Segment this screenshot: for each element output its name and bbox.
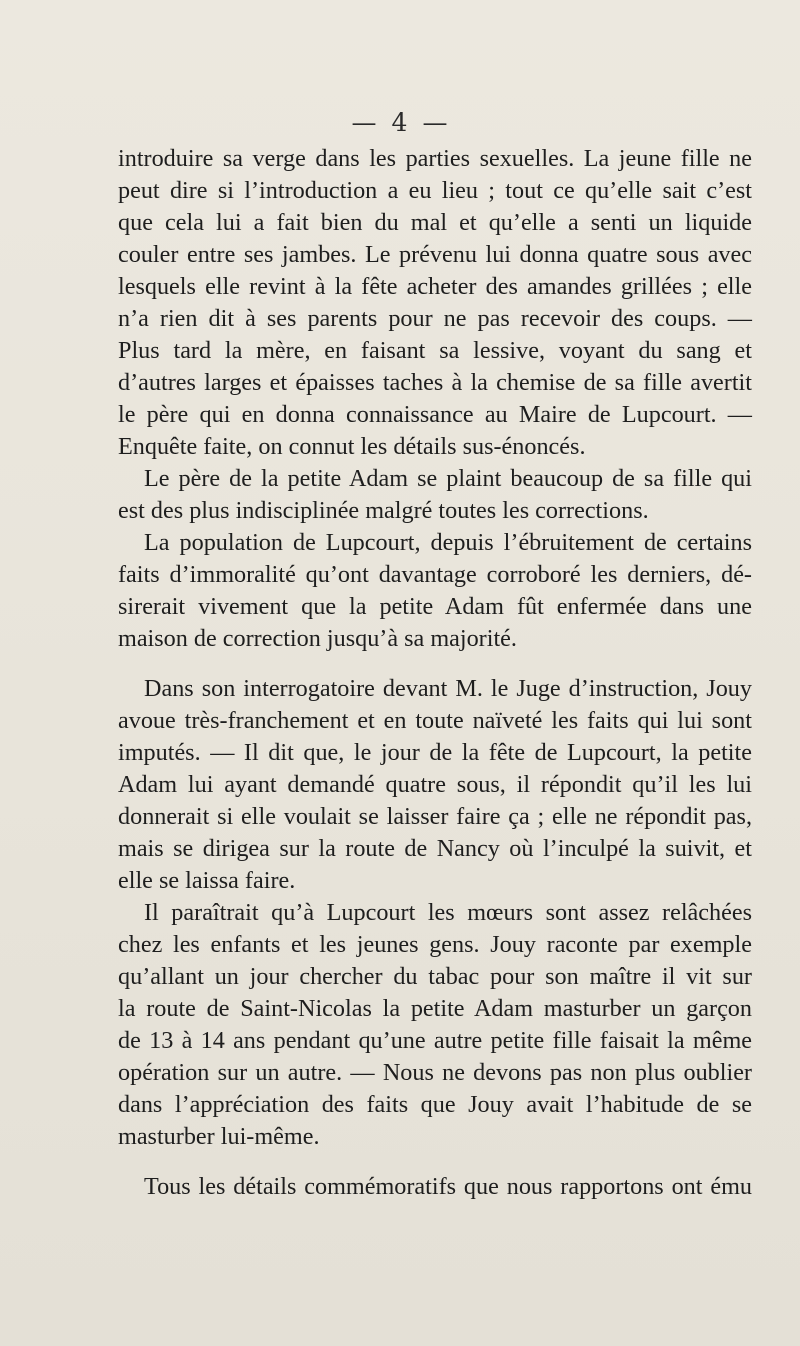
text-line: de 13 à 14 ans pendant qu’une autre petite fille faisait la même: [118, 1027, 752, 1054]
text-line: Il paraîtrait qu’à Lupcourt les mœurs sont assez relâchées: [144, 899, 752, 926]
text-line: est des plus indisciplinée malgré toutes les corrections.: [118, 497, 649, 524]
paragraph-gap: [118, 655, 752, 673]
text-line: peut dire si l’introduction a eu lieu ; tout ce qu’elle sait c’est: [118, 177, 752, 204]
paragraph: [118, 897, 752, 1153]
text-line: couler entre ses jambes. Le prévenu lui donna quatre sous avec: [118, 241, 752, 268]
text-line: La population de Lupcourt, depuis l’ébruitement de certains: [144, 529, 752, 556]
text-line: Adam lui ayant demandé quatre sous, il répondit qu’il les lui: [118, 771, 752, 798]
text-line: faits d’immoralité qu’ont davantage corroboré les derniers, dé-: [118, 561, 752, 588]
text-line: mais se dirigea sur la route de Nancy où l’inculpé la suivit, et: [118, 835, 752, 862]
text-line: opération sur un autre. — Nous ne devons pas non plus oublier: [118, 1059, 752, 1086]
paragraph: [118, 527, 752, 655]
text-line: Tous les détails commémoratifs que nous rapportons ont ému: [144, 1173, 752, 1200]
text-line: sirerait vivement que la petite Adam fût enfermée dans une: [118, 593, 752, 620]
folio-dash-left: —: [351, 108, 378, 137]
folio-dash-right: —: [422, 108, 449, 137]
paragraph: [118, 143, 752, 463]
paragraph-gap: [118, 1153, 752, 1171]
text-line: lesquels elle revint à la fête acheter des amandes grillées ; elle: [118, 273, 752, 300]
paragraph: [118, 673, 752, 897]
text-line: d’autres larges et épaisses taches à la chemise de sa fille avertit: [118, 369, 752, 396]
paragraph: [118, 463, 752, 527]
text-line: qu’allant un jour chercher du tabac pour son maître il vit sur: [118, 963, 752, 990]
body-text: [118, 143, 752, 1203]
text-line: elle se laissa faire.: [118, 867, 296, 894]
text-line: Le père de la petite Adam se plaint beaucoup de sa fille qui: [144, 465, 752, 492]
text-line: introduire sa verge dans les parties sexuelles. La jeune fille ne: [118, 145, 752, 172]
text-line: que cela lui a fait bien du mal et qu’elle a senti un liquide: [118, 209, 752, 236]
page-number: [0, 108, 800, 137]
text-line: chez les enfants et les jeunes gens. Jouy raconte par exemple: [118, 931, 752, 958]
text-line: n’a rien dit à ses parents pour ne pas recevoir des coups. —: [118, 305, 752, 332]
text-line: donnerait si elle voulait se laisser faire ça ; elle ne répondit pas,: [118, 803, 752, 830]
text-line: Plus tard la mère, en faisant sa lessive, voyant du sang et: [118, 337, 752, 364]
text-line: le père qui en donna connaissance au Maire de Lupcourt. —: [118, 401, 752, 428]
text-line: dans l’appréciation des faits que Jouy avait l’habitude de se: [118, 1091, 752, 1118]
page-number-value: 4: [391, 108, 409, 137]
text-line: Enquête faite, on connut les détails sus-énoncés.: [118, 433, 586, 460]
paragraph: [118, 1171, 752, 1203]
text-line: la route de Saint-Nicolas la petite Adam masturber un garçon: [118, 995, 752, 1022]
text-line: Dans son interrogatoire devant M. le Juge d’instruction, Jouy: [144, 675, 752, 702]
text-line: avoue très-franchement et en toute naïveté les faits qui lui sont: [118, 707, 752, 734]
text-line: imputés. — Il dit que, le jour de la fête de Lupcourt, la petite: [118, 739, 752, 766]
text-line: masturber lui-même.: [118, 1123, 320, 1150]
text-line: maison de correction jusqu’à sa majorité.: [118, 625, 517, 652]
